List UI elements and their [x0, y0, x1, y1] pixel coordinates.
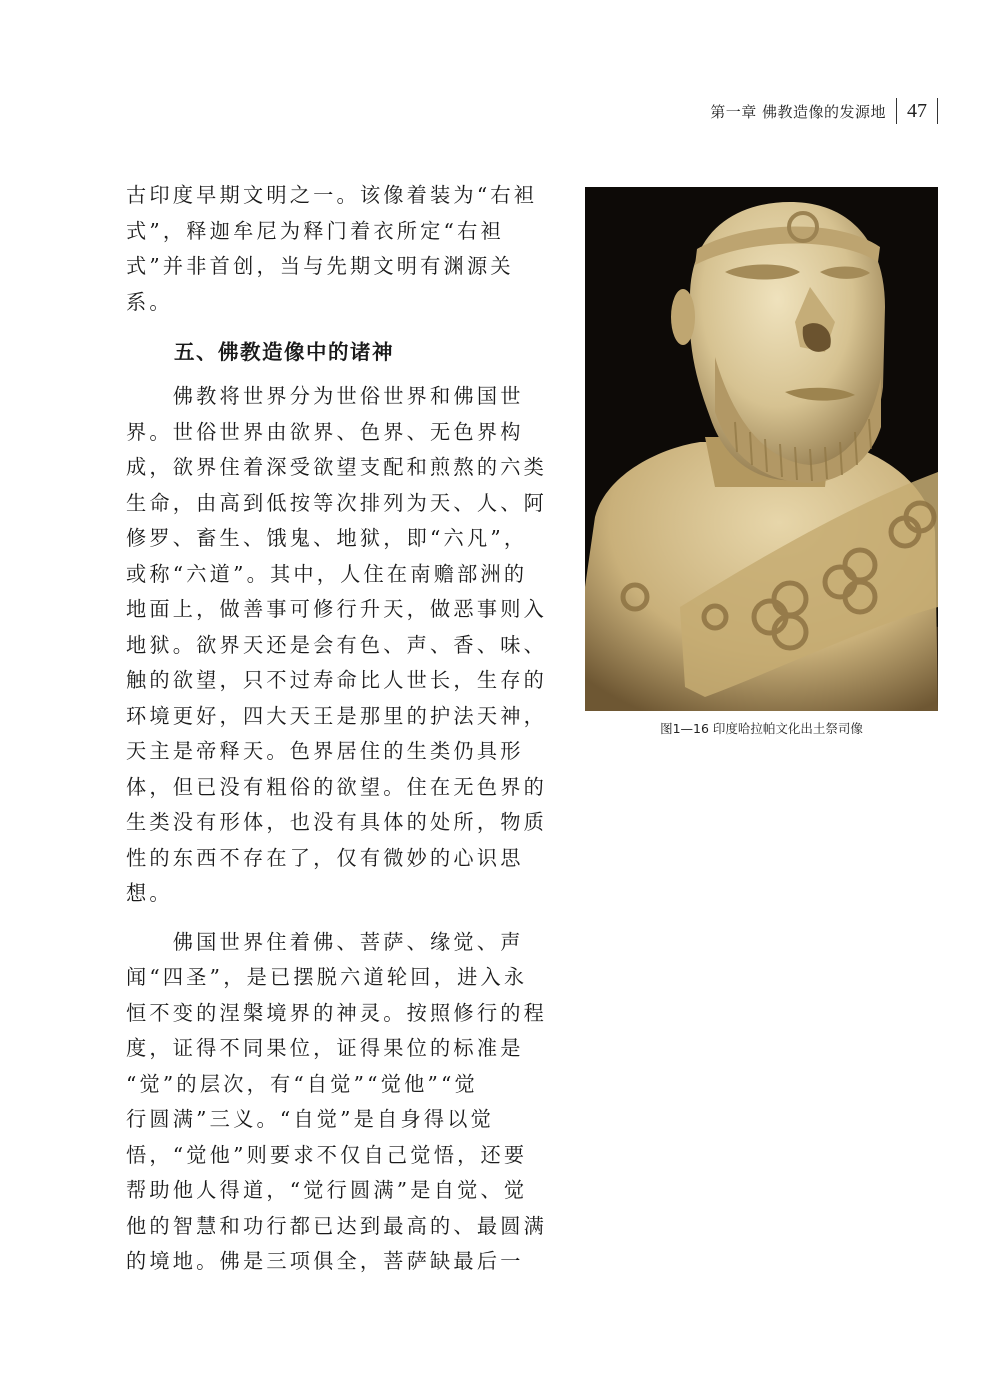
page-number: 47 — [907, 99, 927, 122]
paragraph-gap — [126, 912, 552, 925]
header-divider — [896, 98, 897, 124]
paragraph-2: 佛教将世界分为世俗世界和佛国世 界。世俗世界由欲界、色界、无色界构 成，欲界住着深受欲望支配和煎熬的六类 生命，由高到低按等次排列为天、人、阿 修罗、畜生、饿鬼、地狱，即“六凡”， 或称“六道”。其中，人住在南赡部洲的 地面上，做善事可修行升天，做恶事则入 地狱。欲界天还是会有色、声、香、味、 触的欲望，只不过寿命比人世长，生存的 环境更好，四大天王是那里的护法天神， 天主是帝释天。色界居住的生类仍具形 体，但已没有粗俗的欲望。住在无色界的 生类没有形体，也没有具体的处所，物质 性的东西不存在了，仅有微妙的心识思 想。 — [126, 384, 547, 905]
header-divider-right — [937, 98, 938, 124]
figure-caption: 图1—16 印度哈拉帕文化出土祭司像 — [660, 721, 863, 736]
running-head — [710, 96, 938, 126]
priest-king-photo — [585, 187, 938, 711]
paragraph-3: 佛国世界住着佛、菩萨、缘觉、声 闻“四圣”，是已摆脱六道轮回，进入永 恒不变的涅槃境界的神灵。按照修行的程 度，证得不同果位，证得果位的标准是 “觉”的层次，有“自觉”“觉他”“觉 行圆满”三义。“自觉”是自身得以觉 悟，“觉他”则要求不仅自己觉悟，还要 帮助他人得道，“觉行圆满”是自觉、觉 他的智慧和功行都已达到最高的、最圆满 的境地。佛是三项俱全，菩萨缺最后一 — [126, 929, 547, 1273]
statue-illustration — [585, 187, 938, 711]
body-text-column — [126, 178, 552, 1280]
section-heading: 五、佛教造像中的诸神 — [174, 340, 394, 364]
chapter-title: 第一章 佛教造像的发源地 — [710, 102, 886, 121]
paragraph-1: 古印度早期文明之一。该像着装为“右袒 式”，释迦牟尼为释门着衣所定“右袒 式”并非首创，当与先期文明有渊源关 系。 — [126, 183, 538, 314]
